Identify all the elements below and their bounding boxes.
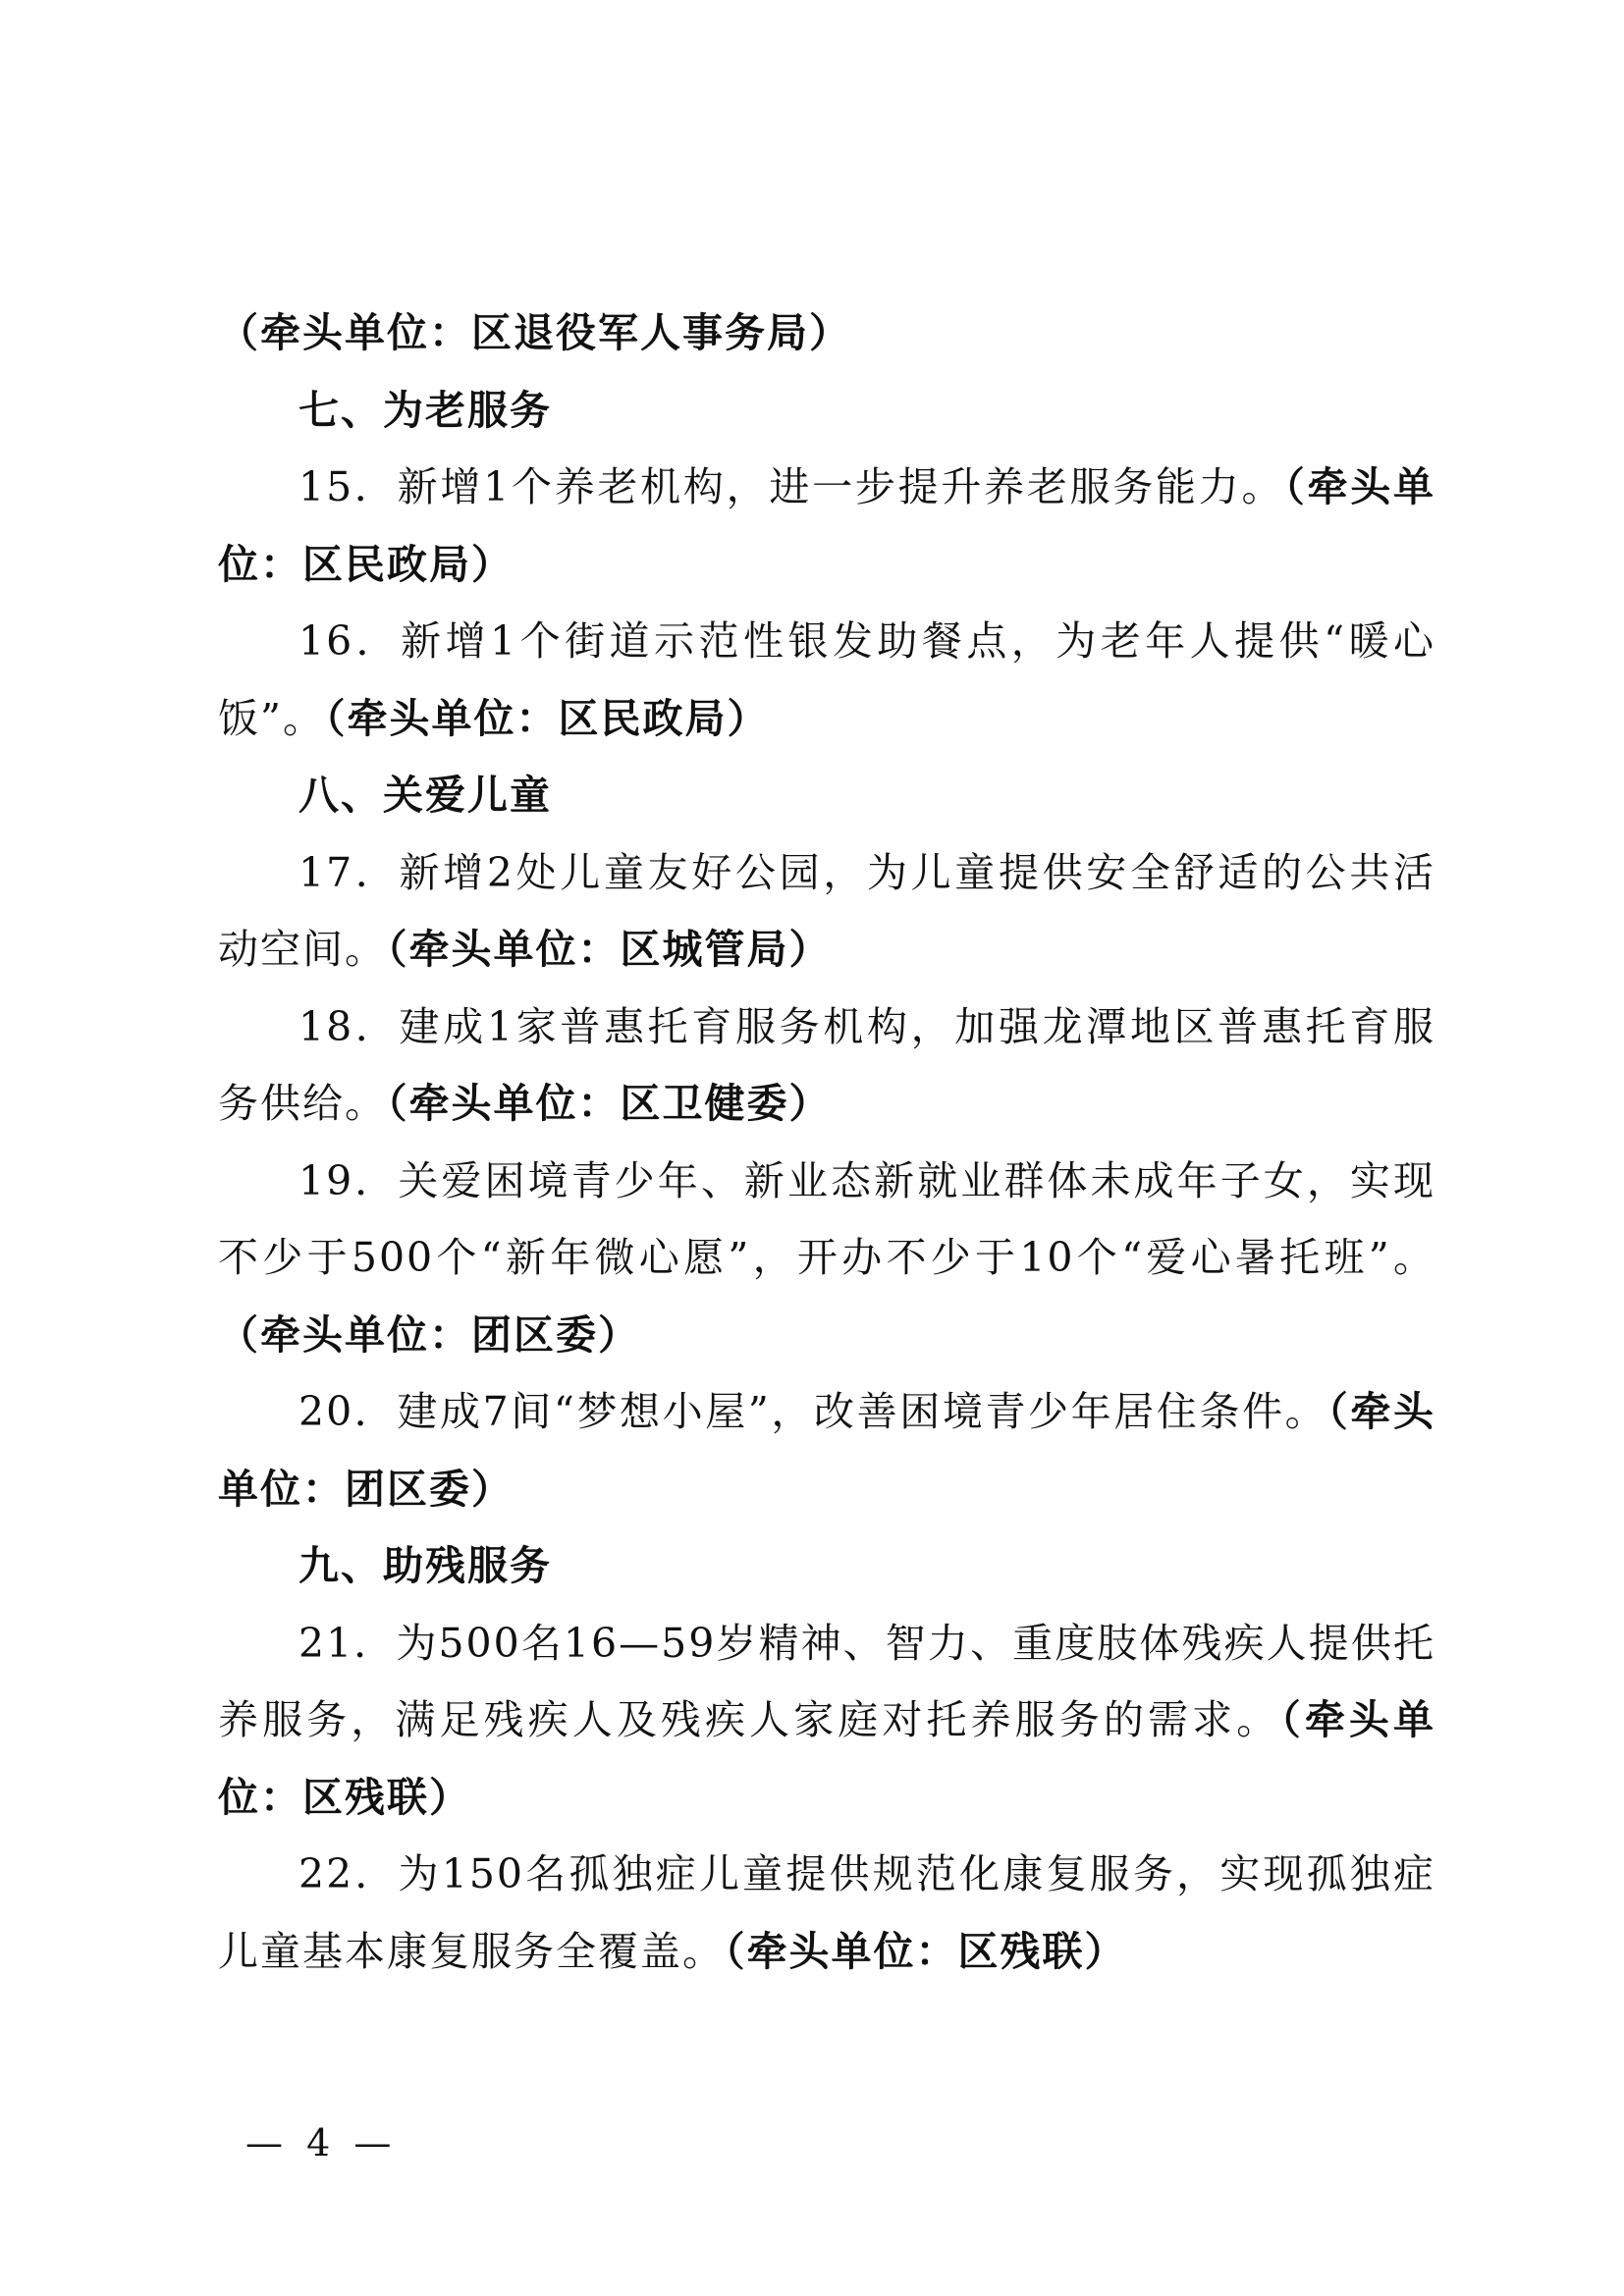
lead-unit: （牵头单位：区卫健委） xyxy=(387,1080,832,1127)
lead-unit: （牵头单位：区民政局） xyxy=(218,463,1436,588)
paragraph-item-17 xyxy=(218,834,1435,988)
paragraph-item-15 xyxy=(218,449,1435,603)
item-text: 22．为150名孤独症儿童提供规范化康复服务，实现孤独症儿童基本康复服务全覆盖。 xyxy=(218,1850,1435,1975)
lead-unit: （牵头单位：团区委） xyxy=(218,1388,1435,1513)
item-text: 18．建成1家普惠托育服务机构，加强龙潭地区普惠托育服务供给。 xyxy=(218,1002,1435,1127)
paragraph-item-19 xyxy=(218,1143,1435,1374)
item-text: 16．新增1个街道示范性银发助餐点，为老年人提供“暖心饭”。 xyxy=(218,617,1435,742)
lead-unit: （牵头单位：区残联） xyxy=(218,1696,1436,1821)
paragraph-item-18 xyxy=(218,988,1435,1143)
section-heading-elderly-services: 七、为老服务 xyxy=(298,386,552,434)
lead-unit: （牵头单位：团区委） xyxy=(218,1310,640,1359)
item-text: 21．为500名16—59岁精神、智力、重度肢体残疾人提供托养服务，满足残疾人及残疾人家庭对托养服务的需求。 xyxy=(218,1619,1435,1743)
paragraph-item-16 xyxy=(218,603,1435,757)
item-text: 17．新增2处儿童友好公园，为儿童提供安全舒适的公共活动空间。 xyxy=(218,848,1435,973)
item-text: 20．建成7间“梦想小屋”，改善困境青少年居住条件。 xyxy=(298,1388,1328,1435)
item-text: 19．关爱困境青少年、新业态新就业群体未成年子女，实现不少于500个“新年微心愿”，开办不少于10个“爱心暑托班”。 xyxy=(218,1156,1435,1281)
paragraph-lead-unit-veterans xyxy=(218,294,1435,372)
lead-unit: （牵头单位：区残联） xyxy=(725,1927,1127,1975)
lead-unit: （牵头单位：区退役军人事务局） xyxy=(218,309,851,356)
paragraph-item-20 xyxy=(218,1373,1435,1527)
section-heading-disability-services: 九、助残服务 xyxy=(298,1542,552,1589)
page-number: — 4 — xyxy=(245,2121,398,2164)
section-heading-child-care: 八、关爱儿童 xyxy=(298,772,552,819)
paragraph-item-21 xyxy=(218,1605,1435,1837)
lead-unit: （牵头单位：区民政局） xyxy=(324,694,770,742)
paragraph-item-22 xyxy=(218,1836,1435,1990)
document-body xyxy=(218,294,1435,1990)
lead-unit: （牵头单位：区城管局） xyxy=(387,926,832,973)
item-text: 15．新增1个养老机构，进一步提升养老服务能力。 xyxy=(298,463,1285,510)
